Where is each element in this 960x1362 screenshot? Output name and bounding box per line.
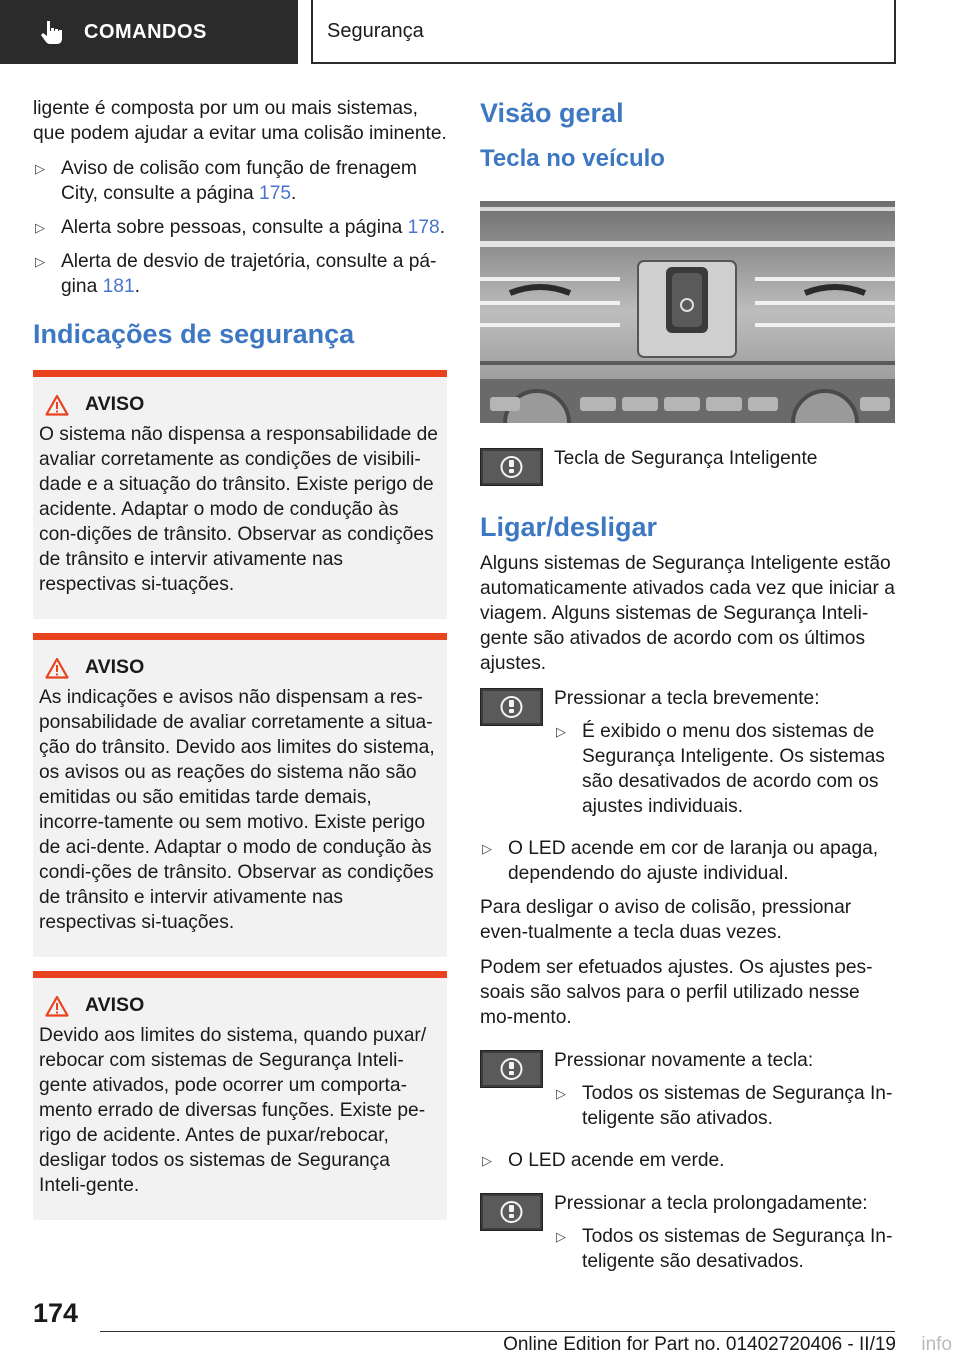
- list-item: ▷ É exibido o menu dos sistemas de Segurança Inteligente. Os sistemas são desativados de acordo com os ajustes individuais.: [554, 719, 895, 819]
- onoff-intro: Alguns sistemas de Segurança Inteligente estão automaticamente ativados cada vez que iniciar a viagem. Alguns sistemas de Segurança Inteli‐gente são ativados de acordo com os últimos ajustes.: [480, 553, 895, 674]
- section-tab: [311, 0, 896, 64]
- footer-divider: [100, 1331, 895, 1332]
- warning-text: O sistema não dispensa a responsabilidade de avaliar corretamente as condições de visibili‐dade e a situação do trânsito. Existe perigo de acidente. Adaptar o modo de condução às con‐dições de trânsito. Observar as condições de trânsito e intervir ativamente nas respectivas si‐tuações.: [39, 424, 438, 595]
- warning-text: Devido aos limites do sistema, quando puxar/ rebocar com sistemas de Segurança Inteli‐gente ativados, pode ocorrer um comporta‐mento errado de diversas funções. Existe pe‐rigo de acidente. Antes de puxar/rebocar, desligar todos os sistemas de Segurança Inteli‐gente.: [39, 1025, 427, 1196]
- list-item: ▷ Alerta sobre pessoas, consulte a página 178.: [33, 215, 447, 240]
- intelligent-safety-key-icon: [480, 1193, 543, 1231]
- edition-text: Online Edition for Part no. 01402720406 - II/19: [503, 1334, 896, 1355]
- page-link[interactable]: 175: [259, 183, 292, 204]
- warning-title: AVISO: [85, 994, 145, 1016]
- long-press-text: Pressionar a tecla prolongadamente:: [554, 1193, 868, 1214]
- left-column: [33, 96, 447, 1234]
- list-item: ▷ Todos os sistemas de Segurança In‐teligente são desativados.: [554, 1224, 895, 1274]
- page-number: 174: [33, 1298, 79, 1328]
- section-title: Segurança: [327, 19, 424, 42]
- warning-box: [33, 971, 447, 1220]
- list-item: ▷ O LED acende em cor de laranja ou apaga, dependendo do ajuste individual.: [480, 836, 895, 886]
- page-link[interactable]: 181: [102, 276, 135, 297]
- safety-heading: Indicações de segurança: [33, 319, 355, 349]
- list-item: ▷ O LED acende em verde.: [480, 1148, 895, 1173]
- list-item: ▷ Alerta de desvio de trajetória, consulte a pá‐gina 181.: [33, 249, 447, 299]
- long-press-row: [480, 1191, 895, 1283]
- chapter-tab: [0, 0, 298, 64]
- dashboard-key-photo: [480, 201, 895, 423]
- warning-triangle-icon: [45, 995, 69, 1017]
- warning-triangle-icon: [45, 394, 69, 416]
- short-press-row: [480, 686, 895, 828]
- page-header: [0, 0, 960, 66]
- warning-title: AVISO: [85, 656, 145, 678]
- intelligent-safety-key-icon: [480, 688, 543, 726]
- key-heading: Tecla no veículo: [480, 145, 665, 172]
- short-press-text: Pressionar a tecla brevemente:: [554, 688, 820, 709]
- intelligent-safety-key-icon: [480, 1050, 543, 1088]
- page-link[interactable]: 178: [407, 217, 440, 238]
- list-item: ▷ Todos os sistemas de Segurança In‐teligente são ativados.: [554, 1081, 895, 1131]
- onoff-heading: Ligar/desligar: [480, 512, 658, 542]
- warning-title: AVISO: [85, 393, 145, 415]
- warning-triangle-icon: [45, 657, 69, 679]
- key-caption-row: [480, 446, 895, 486]
- list-item: ▷ Aviso de colisão com função de frenagem City, consulte a página 175.: [33, 156, 447, 206]
- intelligent-safety-key-icon: [480, 448, 543, 486]
- warning-text: As indicações e avisos não dispensam a res‐ponsabilidade de avaliar corretamente a situa‐ção do trânsito. Devido aos limites do sistema, os avisos ou as reações do sistema não são emitidas ou são emitidas tarde demais, incorre‐tamente ou sem motivo. Existe perigo de aci‐dente. Adaptar o modo de condução às condi‐ções de trânsito. Observar as condições de trânsito e intervir ativamente nas respectivas si‐tuações.: [39, 687, 435, 933]
- warning-box: [33, 633, 447, 957]
- intro-paragraph: ligente é composta por um ou mais sistemas, que podem ajudar a evitar uma colisão iminente.: [33, 98, 447, 144]
- collision-off-text: Para desligar o aviso de colisão, pressionar even‐tualmente a tecla duas vezes.: [480, 897, 852, 943]
- system-list: [33, 156, 447, 299]
- right-column: [480, 96, 895, 1291]
- chapter-title: COMANDOS: [84, 20, 207, 43]
- key-caption: Tecla de Segurança Inteligente: [554, 448, 818, 469]
- settings-note: Podem ser efetuados ajustes. Os ajustes pes‐soais são salvos para o perfil utilizado nesse mo‐mento.: [480, 957, 873, 1028]
- overview-heading: Visão geral: [480, 98, 624, 128]
- press-again-text: Pressionar novamente a tecla:: [554, 1050, 814, 1071]
- pointing-hand-icon: [38, 18, 66, 46]
- press-again-row: [480, 1048, 895, 1140]
- watermark: info: [921, 1334, 952, 1355]
- warning-box: [33, 370, 447, 619]
